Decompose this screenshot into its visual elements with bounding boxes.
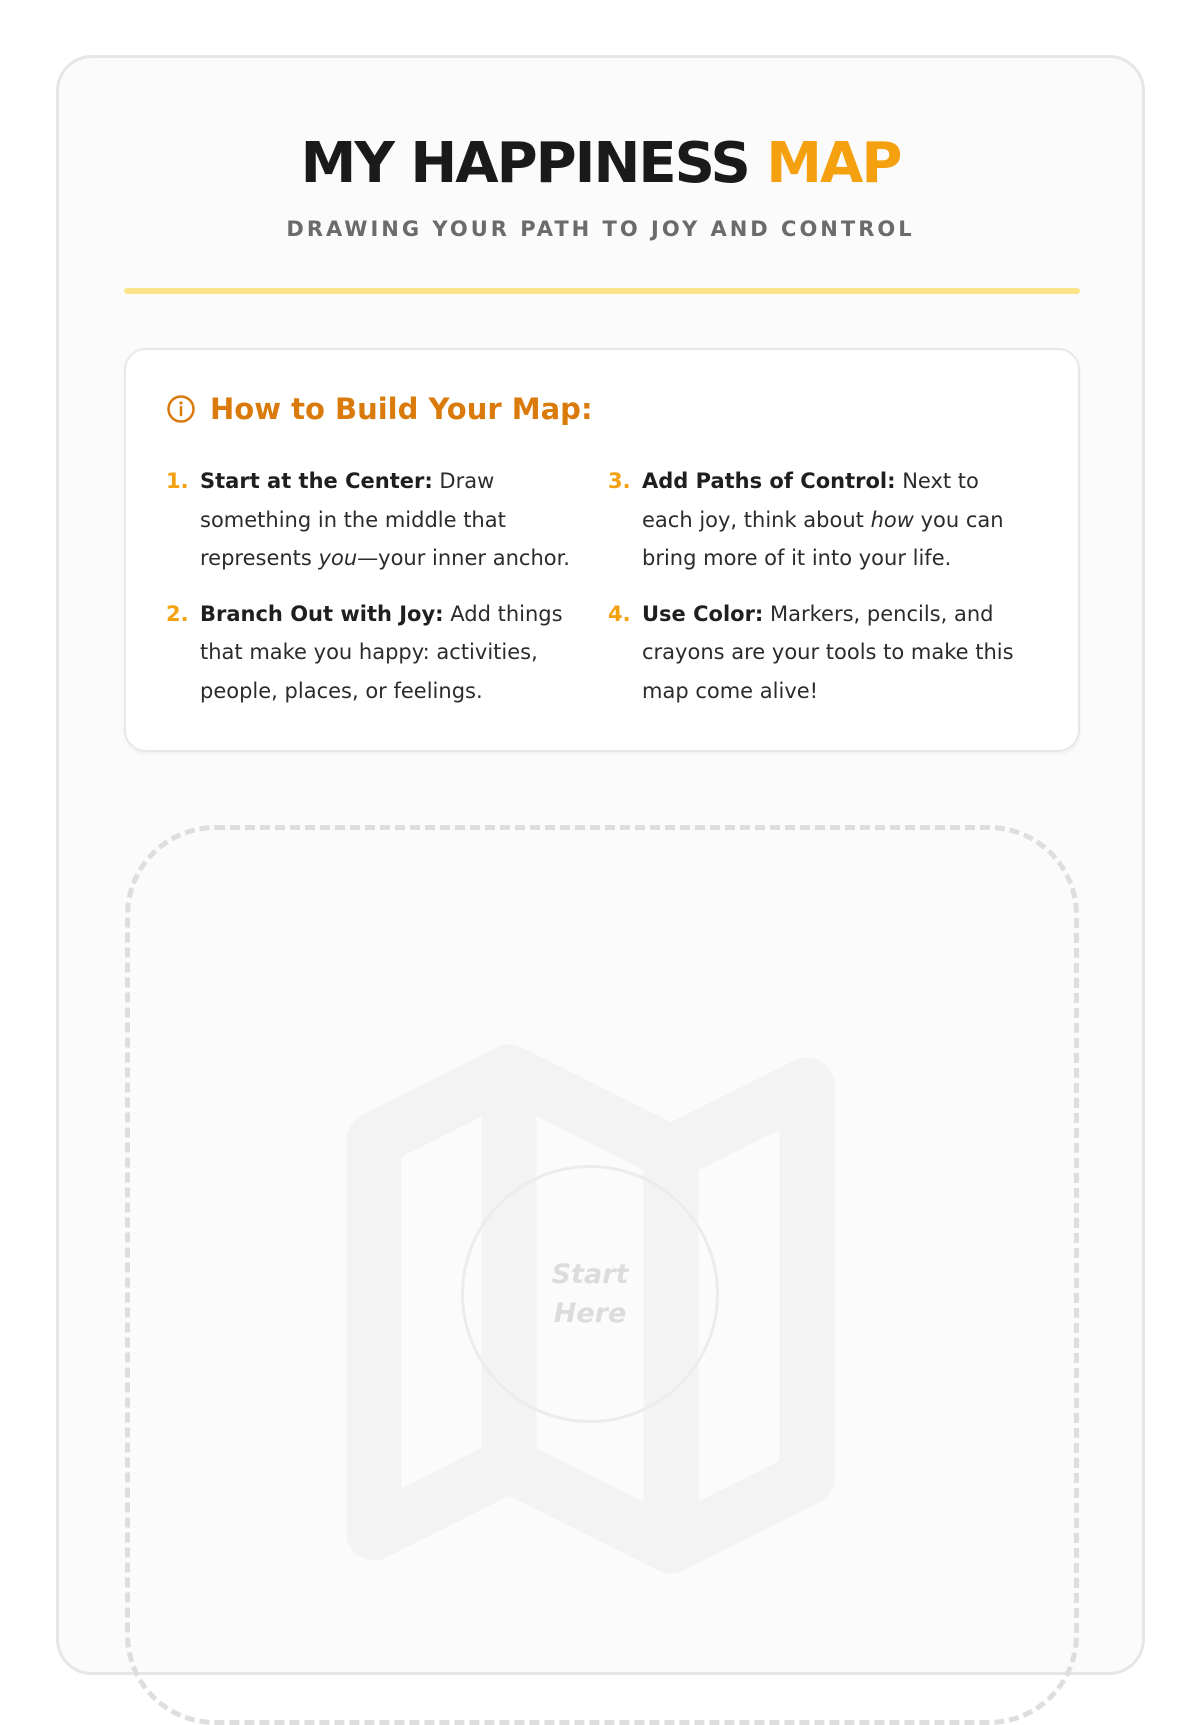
start-here-label: Start Here	[551, 1259, 629, 1329]
page-subtitle: DRAWING YOUR PATH TO JOY AND CONTROL	[286, 217, 915, 241]
title-main: MY HAPPINESS	[300, 131, 749, 196]
start-here-circle	[461, 1165, 719, 1423]
step-number: 1.	[166, 469, 189, 493]
step-number: 2.	[166, 601, 189, 626]
step-text: Branch Out with Joy: Add things that make you happy: activities, people, places, or feelings.	[200, 601, 563, 703]
step-number: 4.	[608, 601, 631, 626]
step-title: Add Paths of Control:	[642, 469, 896, 493]
title-accent: MAP	[766, 131, 901, 196]
step-title: Use Color:	[642, 601, 764, 626]
step-title: Start at the Center:	[200, 469, 433, 493]
step-number: 3.	[608, 469, 631, 493]
worksheet-card	[56, 55, 1145, 1675]
step-text: Start at the Center: Draw something in the middle that represents you—your inner anchor.	[200, 469, 570, 570]
step-title: Branch Out with Joy:	[200, 601, 444, 626]
step-text: Use Color: Markers, pencils, and crayons are your tools to make this map come alive!	[642, 601, 1014, 703]
instructions-heading-text: How to Build Your Map:	[210, 392, 593, 426]
step-text: Add Paths of Control: Next to each joy, think about how you can bring more of it into your life.	[642, 469, 1004, 570]
